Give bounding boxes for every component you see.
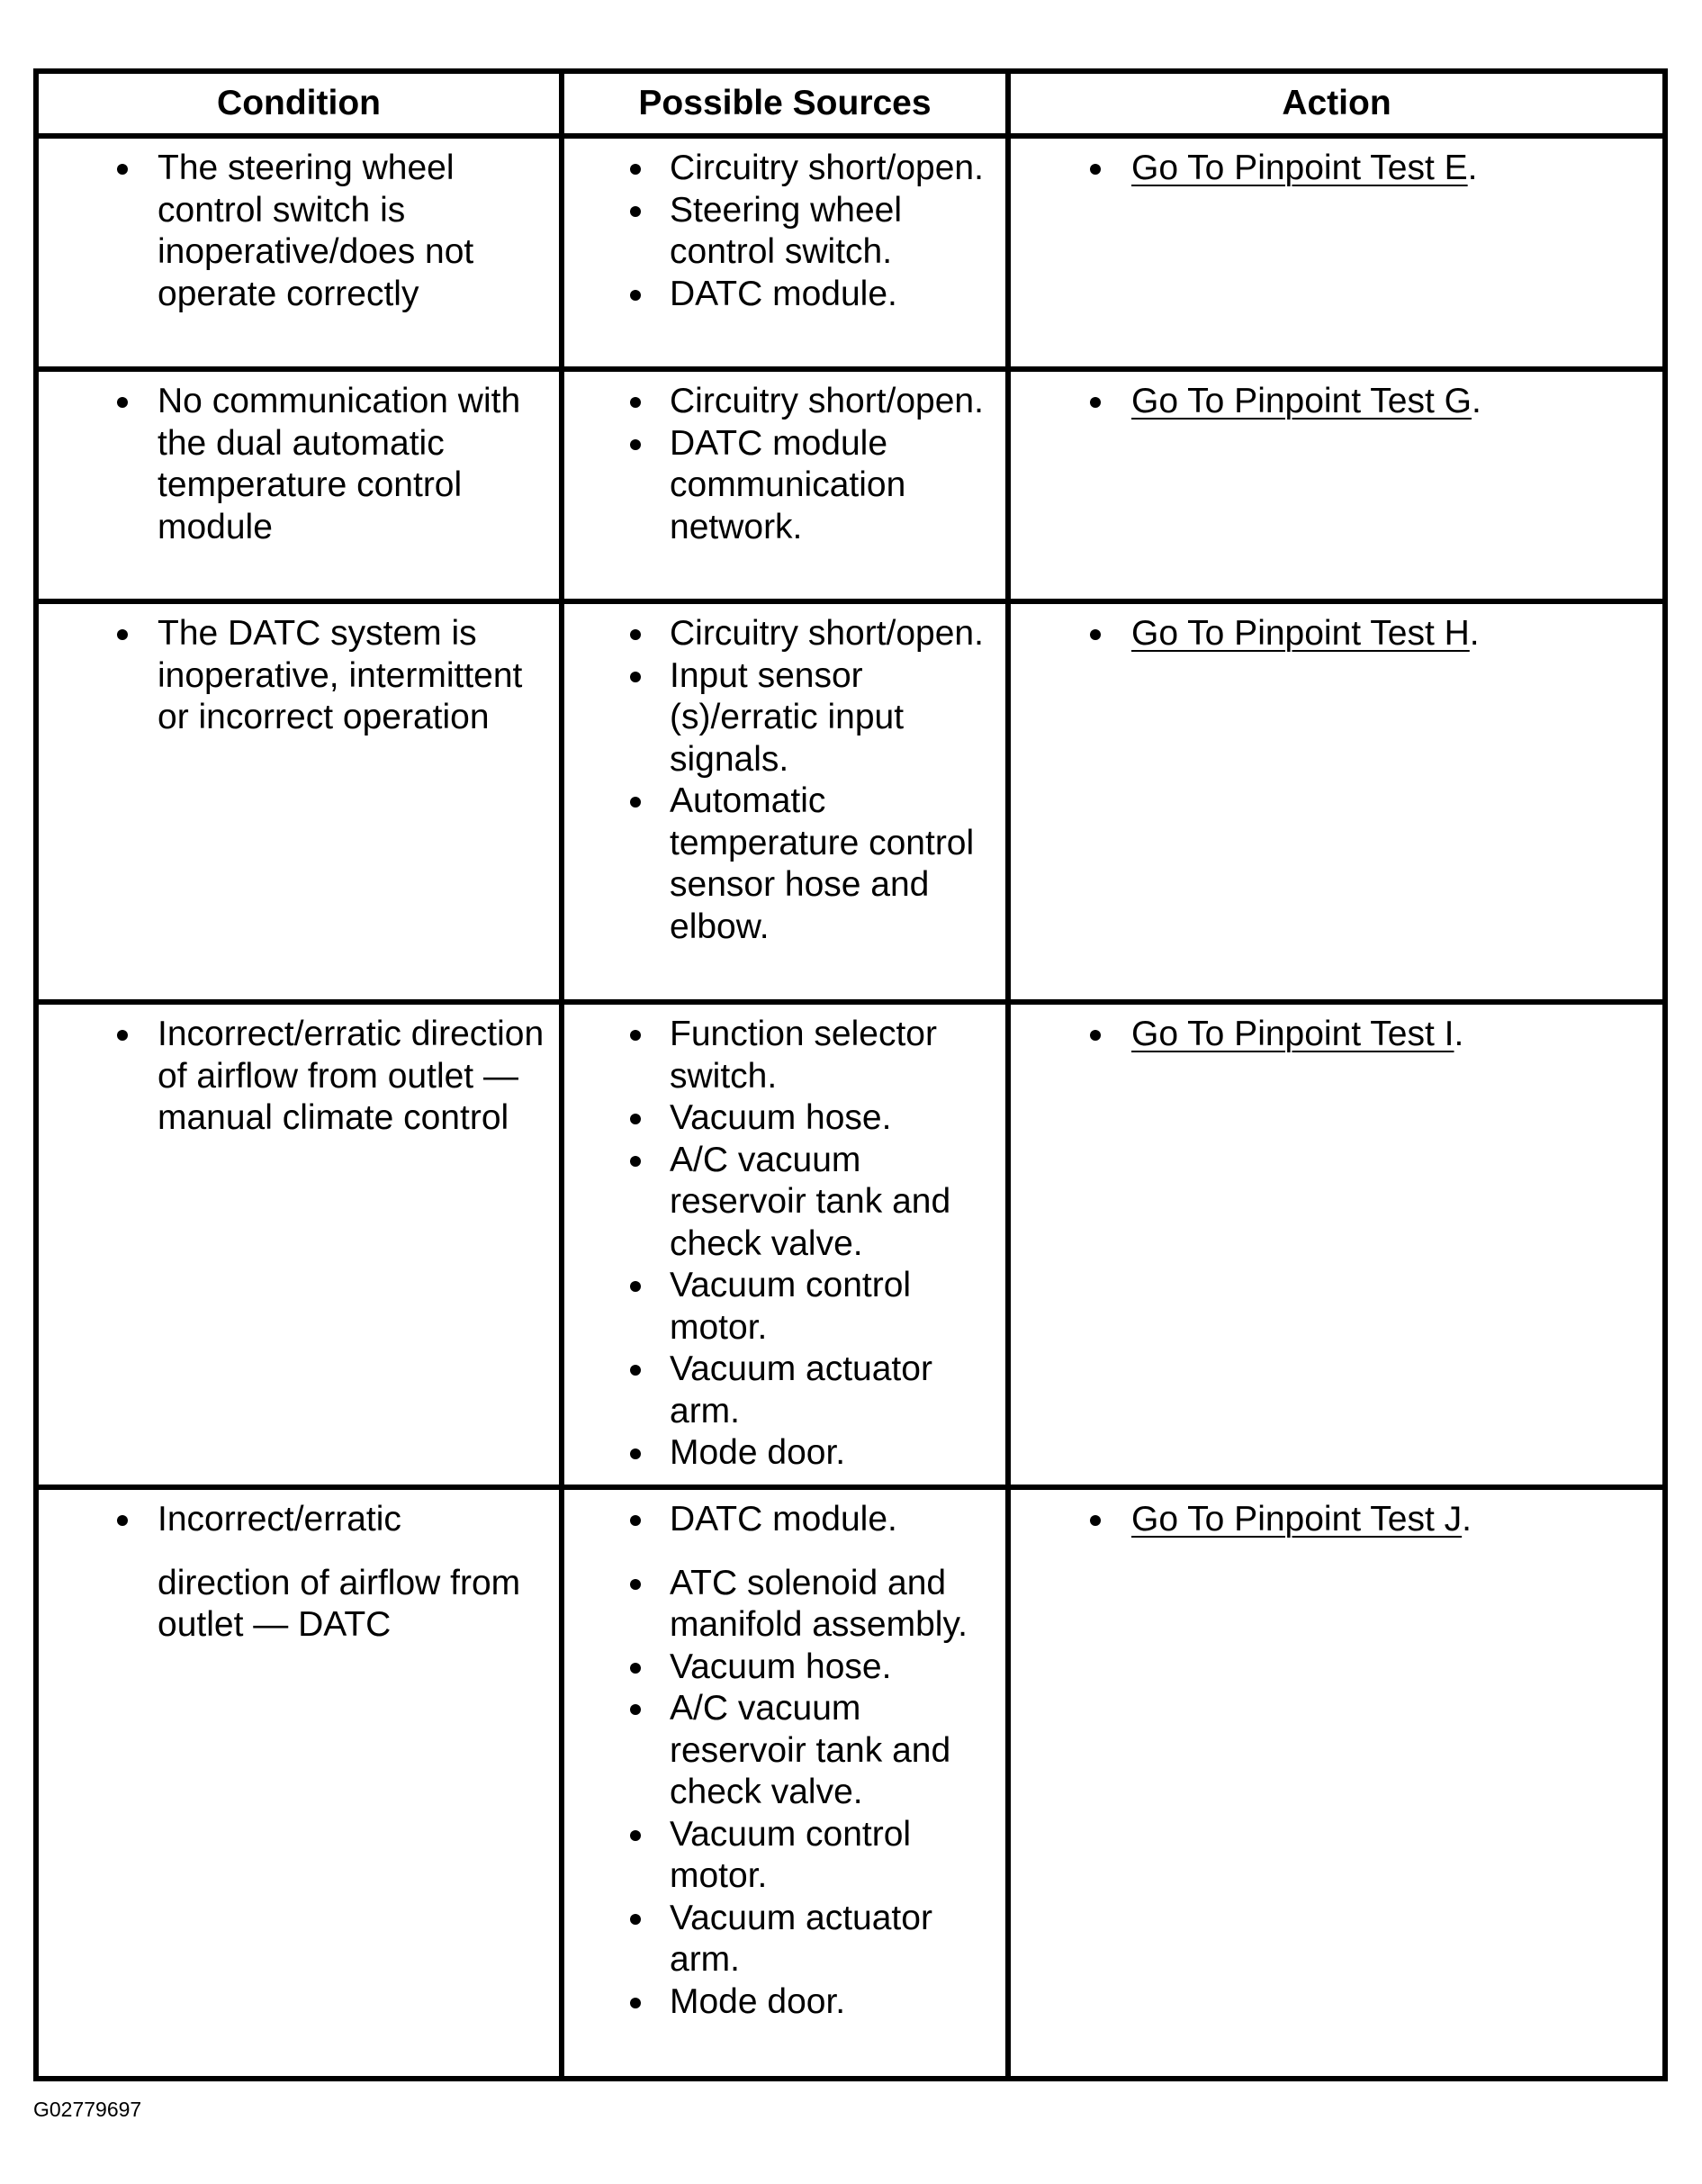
source-item: Circuitry short/open. bbox=[670, 381, 998, 423]
source-item: Mode door. bbox=[670, 1432, 998, 1475]
pinpoint-test-h-link[interactable]: Go To Pinpoint Test H bbox=[1131, 614, 1470, 653]
condition-cell bbox=[36, 369, 562, 601]
source-item: Input sensor (s)/erratic input signals. bbox=[670, 655, 998, 781]
action-item bbox=[1131, 613, 1655, 655]
condition-text: No communication with the dual automatic temperature control module bbox=[158, 381, 552, 548]
source-item: Mode door. bbox=[670, 1981, 998, 2024]
sources-cell bbox=[562, 1002, 1008, 1487]
action-cell bbox=[1008, 369, 1665, 601]
action-suffix: . bbox=[1454, 1015, 1464, 1053]
action-item bbox=[1131, 148, 1655, 190]
source-item: Vacuum hose. bbox=[670, 1647, 998, 1689]
sources-cell bbox=[562, 1487, 1008, 2079]
action-item bbox=[1131, 1014, 1655, 1056]
action-item bbox=[1131, 381, 1655, 423]
condition-text: The steering wheel control switch is inoperative/does not operate correctly bbox=[158, 148, 552, 315]
table-row bbox=[36, 136, 1665, 369]
table-row bbox=[36, 601, 1665, 1002]
source-item: Vacuum control motor. bbox=[670, 1814, 998, 1898]
source-item: Circuitry short/open. bbox=[670, 613, 998, 655]
condition-text: Incorrect/erratic bbox=[158, 1499, 552, 1541]
action-cell bbox=[1008, 601, 1665, 1002]
source-item: DATC module. bbox=[670, 1499, 998, 1541]
pinpoint-test-e-link[interactable]: Go To Pinpoint Test E bbox=[1131, 149, 1468, 187]
source-item: Vacuum hose. bbox=[670, 1097, 998, 1140]
source-item: DATC module. bbox=[670, 274, 998, 316]
table-header-row bbox=[36, 71, 1665, 136]
action-suffix: . bbox=[1462, 1500, 1472, 1539]
condition-cell bbox=[36, 1487, 562, 2079]
action-suffix: . bbox=[1469, 614, 1480, 653]
condition-text-continued: direction of airflow from outlet — DATC bbox=[158, 1563, 521, 1644]
condition-cell bbox=[36, 1002, 562, 1487]
source-item: Vacuum control motor. bbox=[670, 1265, 998, 1349]
source-item: Vacuum actuator arm. bbox=[670, 1349, 998, 1432]
action-suffix: . bbox=[1467, 149, 1478, 187]
condition-text: Incorrect/erratic direction of airflow from outlet — manual climate control bbox=[158, 1014, 552, 1140]
diagnostic-table bbox=[33, 68, 1668, 2081]
source-item: Automatic temperature control sensor hose and elbow. bbox=[670, 781, 998, 948]
source-item: Circuitry short/open. bbox=[670, 148, 998, 190]
action-cell bbox=[1008, 1487, 1665, 2079]
figure-id: G02779697 bbox=[33, 2098, 142, 2121]
pinpoint-test-g-link[interactable]: Go To Pinpoint Test G bbox=[1131, 382, 1472, 420]
table-row bbox=[36, 1487, 1665, 2079]
pinpoint-test-j-link[interactable]: Go To Pinpoint Test J bbox=[1131, 1500, 1463, 1539]
sources-cell bbox=[562, 136, 1008, 369]
source-item: A/C vacuum reservoir tank and check valve. bbox=[670, 1688, 998, 1814]
condition-cell bbox=[36, 601, 562, 1002]
sources-cell bbox=[562, 601, 1008, 1002]
action-suffix: . bbox=[1471, 382, 1481, 420]
action-item bbox=[1131, 1499, 1655, 1541]
header-possible-sources: Possible Sources bbox=[562, 71, 1008, 136]
pinpoint-test-i-link[interactable]: Go To Pinpoint Test I bbox=[1131, 1015, 1454, 1053]
source-item: A/C vacuum reservoir tank and check valve. bbox=[670, 1140, 998, 1266]
source-item: ATC solenoid and manifold assembly. bbox=[670, 1563, 998, 1647]
source-item: Steering wheel control switch. bbox=[670, 190, 998, 274]
table-row bbox=[36, 1002, 1665, 1487]
header-action: Action bbox=[1008, 71, 1665, 136]
condition-text: The DATC system is inoperative, intermittent or incorrect operation bbox=[158, 613, 552, 739]
sources-cell bbox=[562, 369, 1008, 601]
action-cell bbox=[1008, 1002, 1665, 1487]
header-condition: Condition bbox=[36, 71, 562, 136]
source-item: DATC module communication network. bbox=[670, 423, 998, 549]
source-item: Function selector switch. bbox=[670, 1014, 998, 1097]
source-item: Vacuum actuator arm. bbox=[670, 1898, 998, 1981]
action-cell bbox=[1008, 136, 1665, 369]
condition-cell bbox=[36, 136, 562, 369]
table-row bbox=[36, 369, 1665, 601]
